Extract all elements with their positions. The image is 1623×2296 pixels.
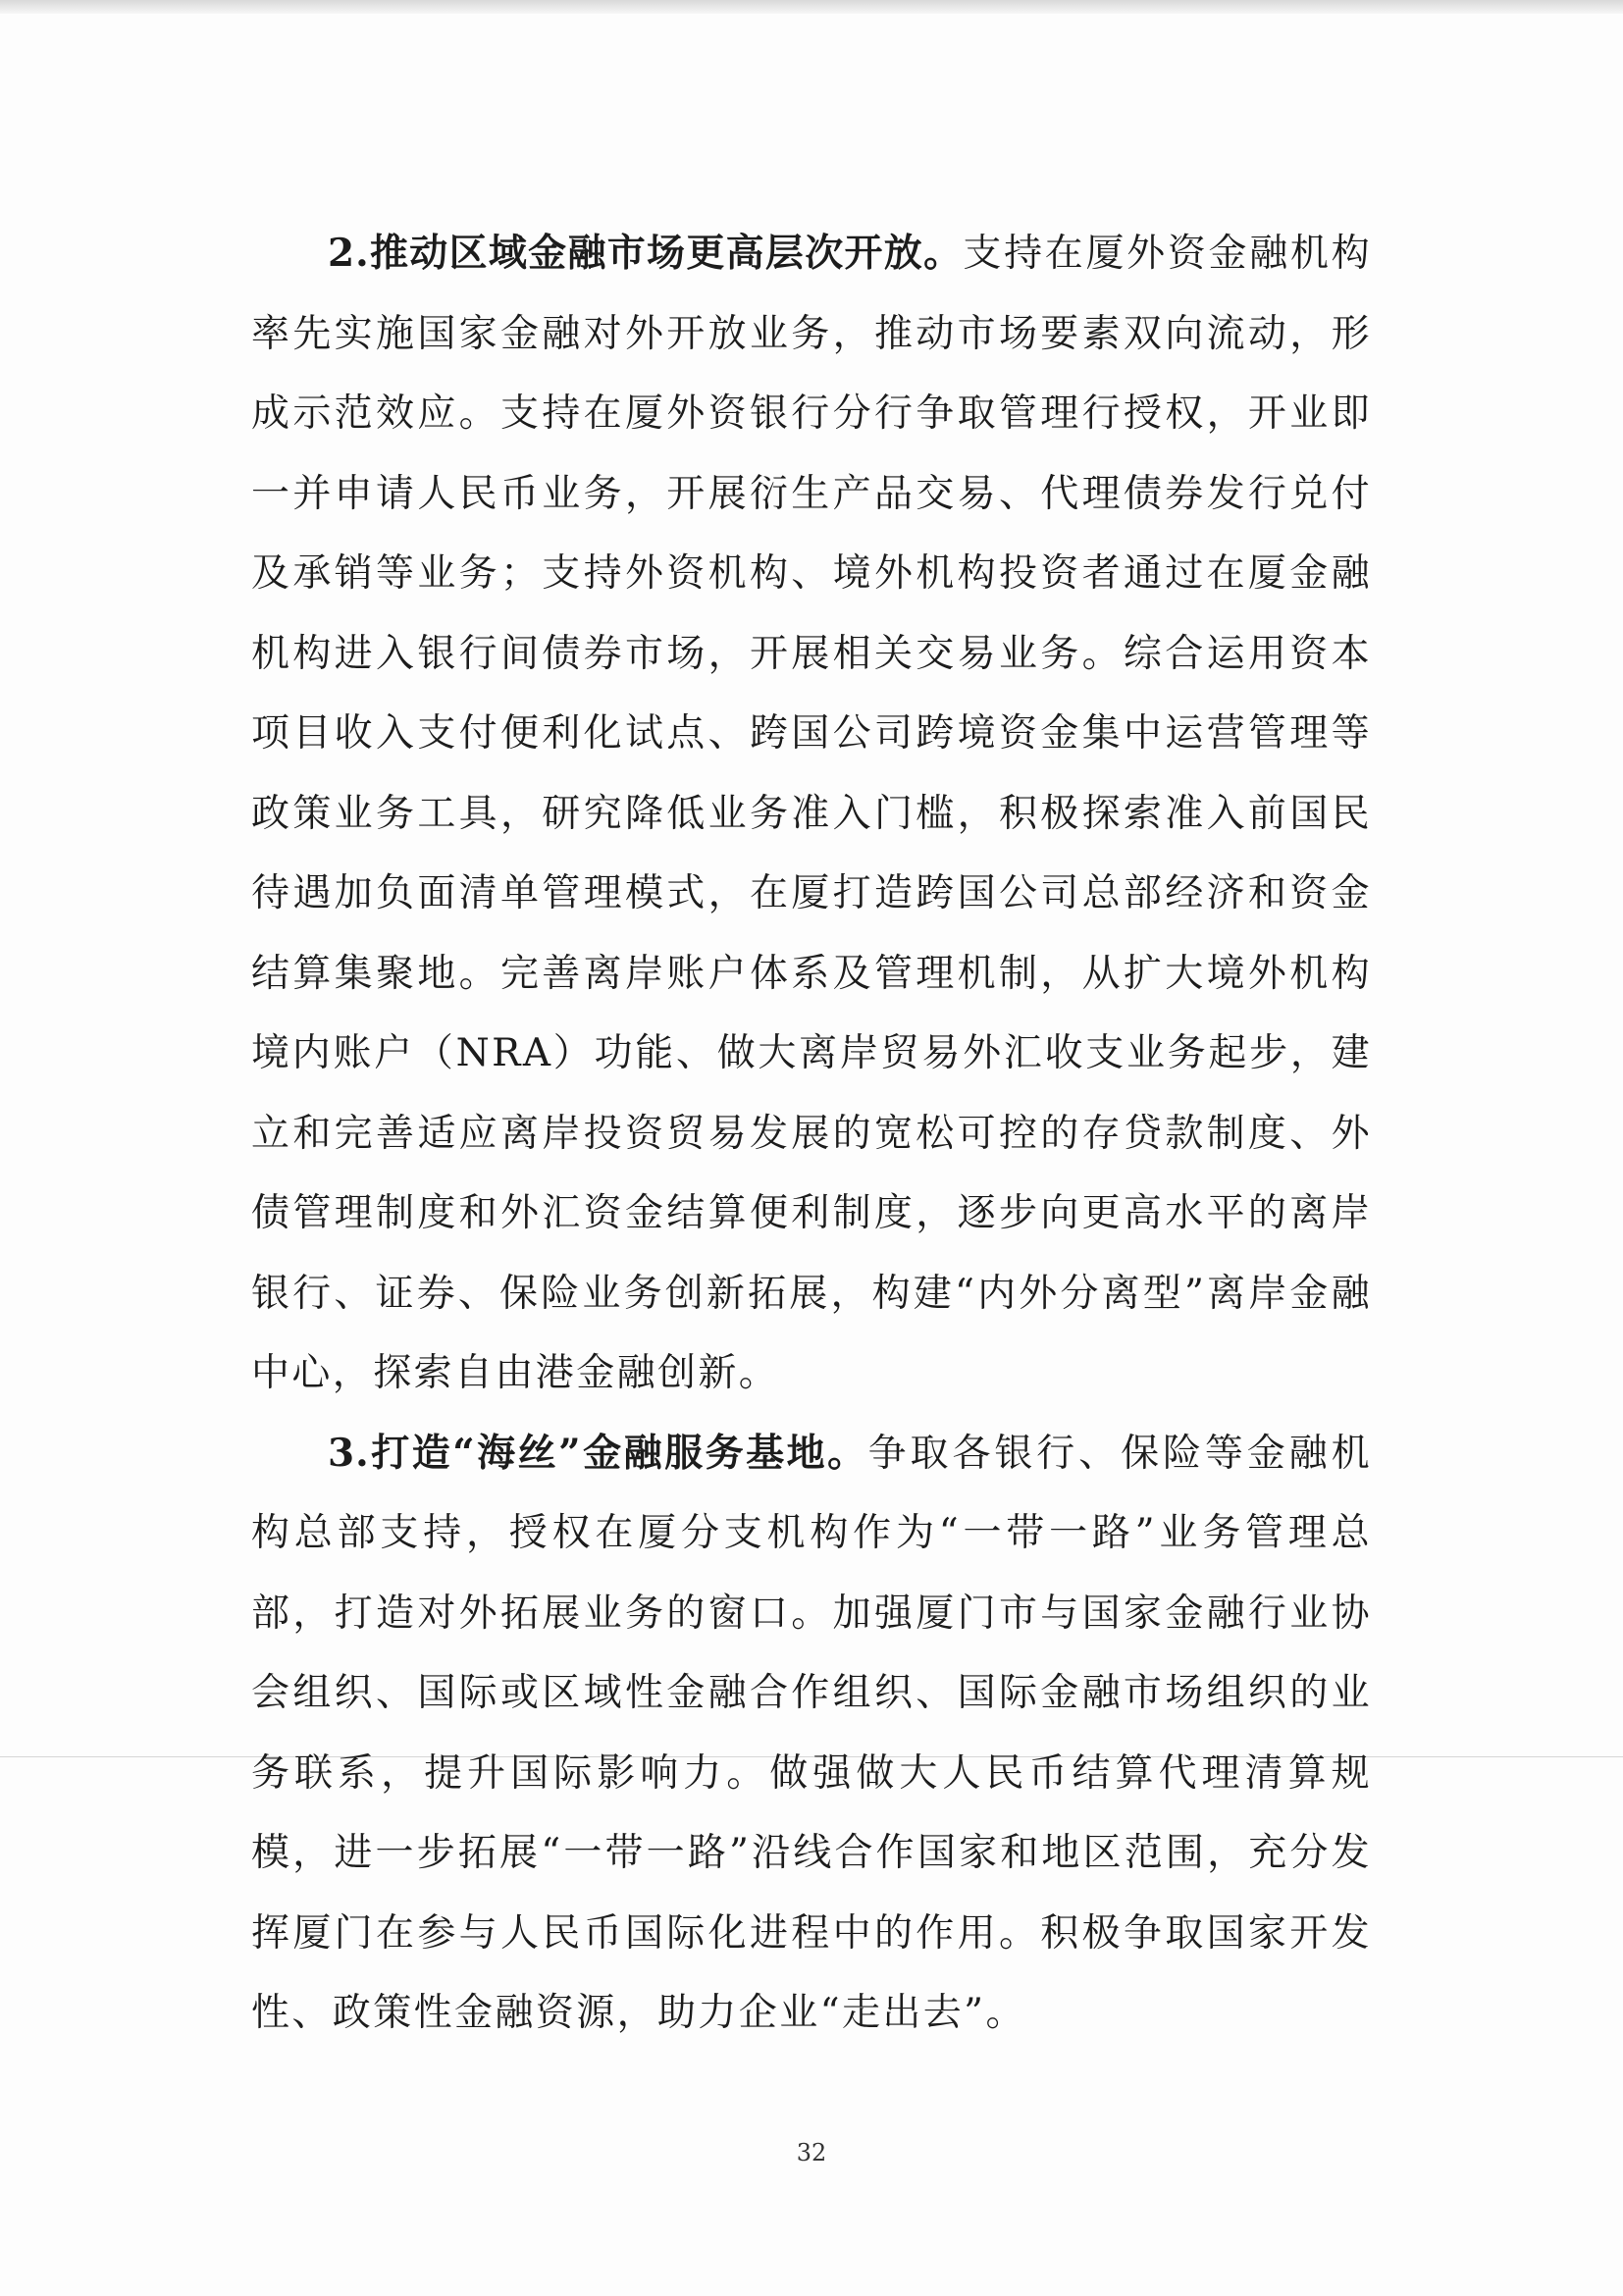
paragraph-2 xyxy=(251,214,1372,1414)
paragraph-3 xyxy=(251,1414,1372,2054)
document-body xyxy=(251,214,1372,2054)
page-number: 32 xyxy=(796,2139,827,2166)
paragraph-3-heading: 3.打造“海丝”金融服务基地。 xyxy=(328,1430,868,1476)
paragraph-2-text: 支持在厦外资金融机构率先实施国家金融对外开放业务，推动市场要素双向流动，形成示范效应。支持在厦外资银行分行争取管理行授权，开业即一并申请人民币业务，开展衍生产品交易、代理债券发行兑付及承销等业务；支持外资机构、境外机构投资者通过在厦金融机构进入银行间债券市场，开展相关交易业务。综合运用资本项目收入支付便利化试点、跨国公司跨境资金集中运营管理等政策业务工具，研究降低业务准入门槛，积极探索准入前国民待遇加负面清单管理模式，在厦打造跨国公司总部经济和资金结算集聚地。完善离岸账户体系及管理机制，从扩大境外机构境内账户（NRA）功能、做大离岸贸易外汇收支业务起步，建立和完善适应离岸投资贸易发展的宽松可控的存贷款制度、外债管理制度和外汇资金结算便利制度，逐步向更高水平的离岸银行、证券、保险业务创新拓展，构建“内外分离型”离岸金融中心，探索自由港金融创新。 xyxy=(251,232,1372,1395)
paragraph-2-heading: 2.推动区域金融市场更高层次开放。 xyxy=(328,231,964,276)
paragraph-3-text: 争取各银行、保险等金融机构总部支持，授权在厦分支机构作为“一带一路”业务管理总部，打造对外拓展业务的窗口。加强厦门市与国家金融行业协会组织、国际或区域性金融合作组织、国际金融市场组织的业务联系，提升国际影响力。做强做大人民币结算代理清算规模，进一步拓展“一带一路”沿线合作国家和地区范围，充分发挥厦门在参与人民币国际化进程中的作用。积极争取国家开发性、政策性金融资源，助力企业“走出去”。 xyxy=(251,1431,1372,2035)
scan-top-edge xyxy=(0,0,1623,14)
